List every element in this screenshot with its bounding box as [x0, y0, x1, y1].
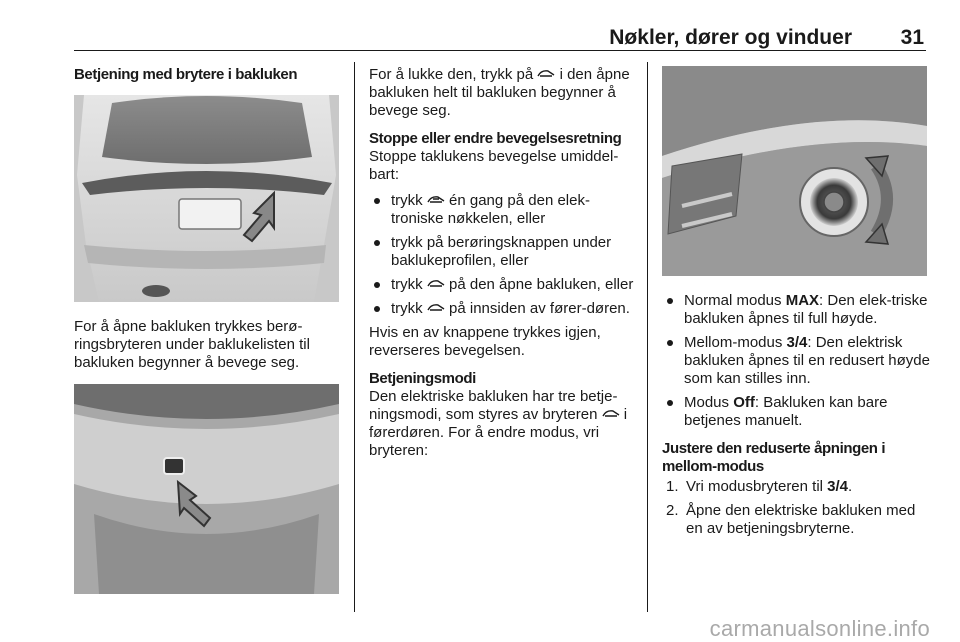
list-item	[666, 478, 930, 496]
page-header	[74, 26, 926, 51]
chapter-title: Nøkler, dører og vinduer	[609, 26, 852, 49]
tailgate-icon	[537, 68, 555, 78]
stop-text: Stoppe taklukens bevegelse umiddel-bart:	[369, 148, 619, 183]
middle-column	[369, 66, 635, 460]
mode-value: MAX	[785, 292, 820, 309]
list-item	[369, 192, 635, 228]
list-item	[662, 394, 930, 430]
step-number: 2.	[666, 502, 679, 519]
mode-label: Modus	[684, 394, 734, 411]
mode-description: : Den elektrisk bakluken åpnes til en redusert høyde som kan stilles inn.	[684, 334, 930, 387]
tailgate-key-icon	[427, 194, 445, 204]
step-text: Åpne den elektriske bakluken med en av betjeningsbryterne.	[686, 502, 916, 537]
bullet-text-start: trykk	[391, 276, 423, 293]
adjust-step-list	[666, 478, 930, 538]
bullet-dot	[374, 240, 380, 246]
list-item	[666, 502, 930, 538]
list-item	[369, 300, 635, 318]
bullet-text: trykk på berøringsknappen under baklukeprofilen, eller	[391, 234, 612, 269]
bullet-dot	[667, 340, 673, 346]
inner-tailgate-button-photo	[74, 384, 339, 594]
rear-liftgate-switch-photo	[74, 95, 339, 302]
bullet-dot	[374, 198, 380, 204]
bullet-text-start: trykk	[391, 192, 423, 209]
stop-bullet-list	[369, 192, 635, 318]
tailgate-icon	[602, 408, 620, 418]
step-text: Vri modusbryteren til	[686, 478, 828, 495]
column-divider-left	[354, 62, 355, 612]
left-column	[74, 66, 340, 84]
close-instruction-start: For å lukke den, trykk på	[369, 66, 534, 83]
section-heading-tailgate-switches: Betjening med brytere i bakluken	[74, 66, 298, 83]
bullet-text-end: på den åpne bakluken, eller	[449, 276, 634, 293]
mode-value: 3/4	[786, 334, 808, 351]
tailgate-icon	[427, 302, 445, 312]
step-value: 3/4	[827, 478, 849, 495]
stop-heading: Stoppe eller endre bevegelsesretning	[369, 130, 622, 147]
bullet-text-end: på innsiden av fører-døren.	[449, 300, 630, 317]
right-column	[662, 292, 930, 544]
step-text-end: .	[848, 478, 853, 495]
left-paragraph-block	[74, 318, 340, 372]
repeat-text: Hvis en av knappene trykkes igjen, reverseres bevegelsen.	[369, 324, 601, 359]
bullet-dot	[667, 298, 673, 304]
list-item	[369, 276, 635, 294]
bullet-text-start: trykk	[391, 300, 423, 317]
list-item	[662, 292, 930, 328]
step-number: 1.	[666, 478, 679, 495]
list-item	[662, 334, 930, 388]
modes-text-end: i førerdøren. For å endre modus, vri bryteren:	[369, 406, 628, 459]
bullet-dot	[374, 282, 380, 288]
bullet-dot	[374, 306, 380, 312]
door-mode-switch-photo	[662, 66, 927, 276]
modes-text	[369, 388, 635, 460]
modes-heading: Betjeningsmodi	[369, 370, 476, 387]
close-instruction-text	[369, 66, 635, 120]
tailgate-icon	[427, 278, 445, 288]
bullet-dot	[667, 400, 673, 406]
mode-value: Off	[733, 394, 755, 411]
bullet-text-end: én gang på den elek-troniske nøkkelen, eller	[391, 192, 590, 227]
mode-label: Normal modus	[684, 292, 786, 309]
open-instruction-text: For å åpne bakluken trykkes berø-ringsbryteren under baklukelisten til bakluken begynner å bevege seg.	[74, 318, 310, 371]
list-item	[369, 234, 635, 270]
mode-label: Mellom-modus	[684, 334, 787, 351]
column-divider-right	[647, 62, 648, 612]
adjust-heading: Justere den reduserte åpningen i mellom-modus	[662, 440, 886, 475]
page-number: 31	[900, 26, 924, 49]
watermark: carmanualsonline.info	[709, 616, 930, 641]
close-instruction-end: i den åpne bakluken helt til bakluken begynner å bevege seg.	[369, 66, 630, 119]
modes-text-start: Den elektriske bakluken har tre betje-ningsmodi, som styres av bryteren	[369, 388, 618, 423]
mode-description: : Bakluken kan bare betjenes manuelt.	[684, 394, 888, 429]
mode-description: : Den elek-triske bakluken åpnes til full høyde.	[684, 292, 928, 327]
mode-bullet-list	[662, 292, 930, 430]
